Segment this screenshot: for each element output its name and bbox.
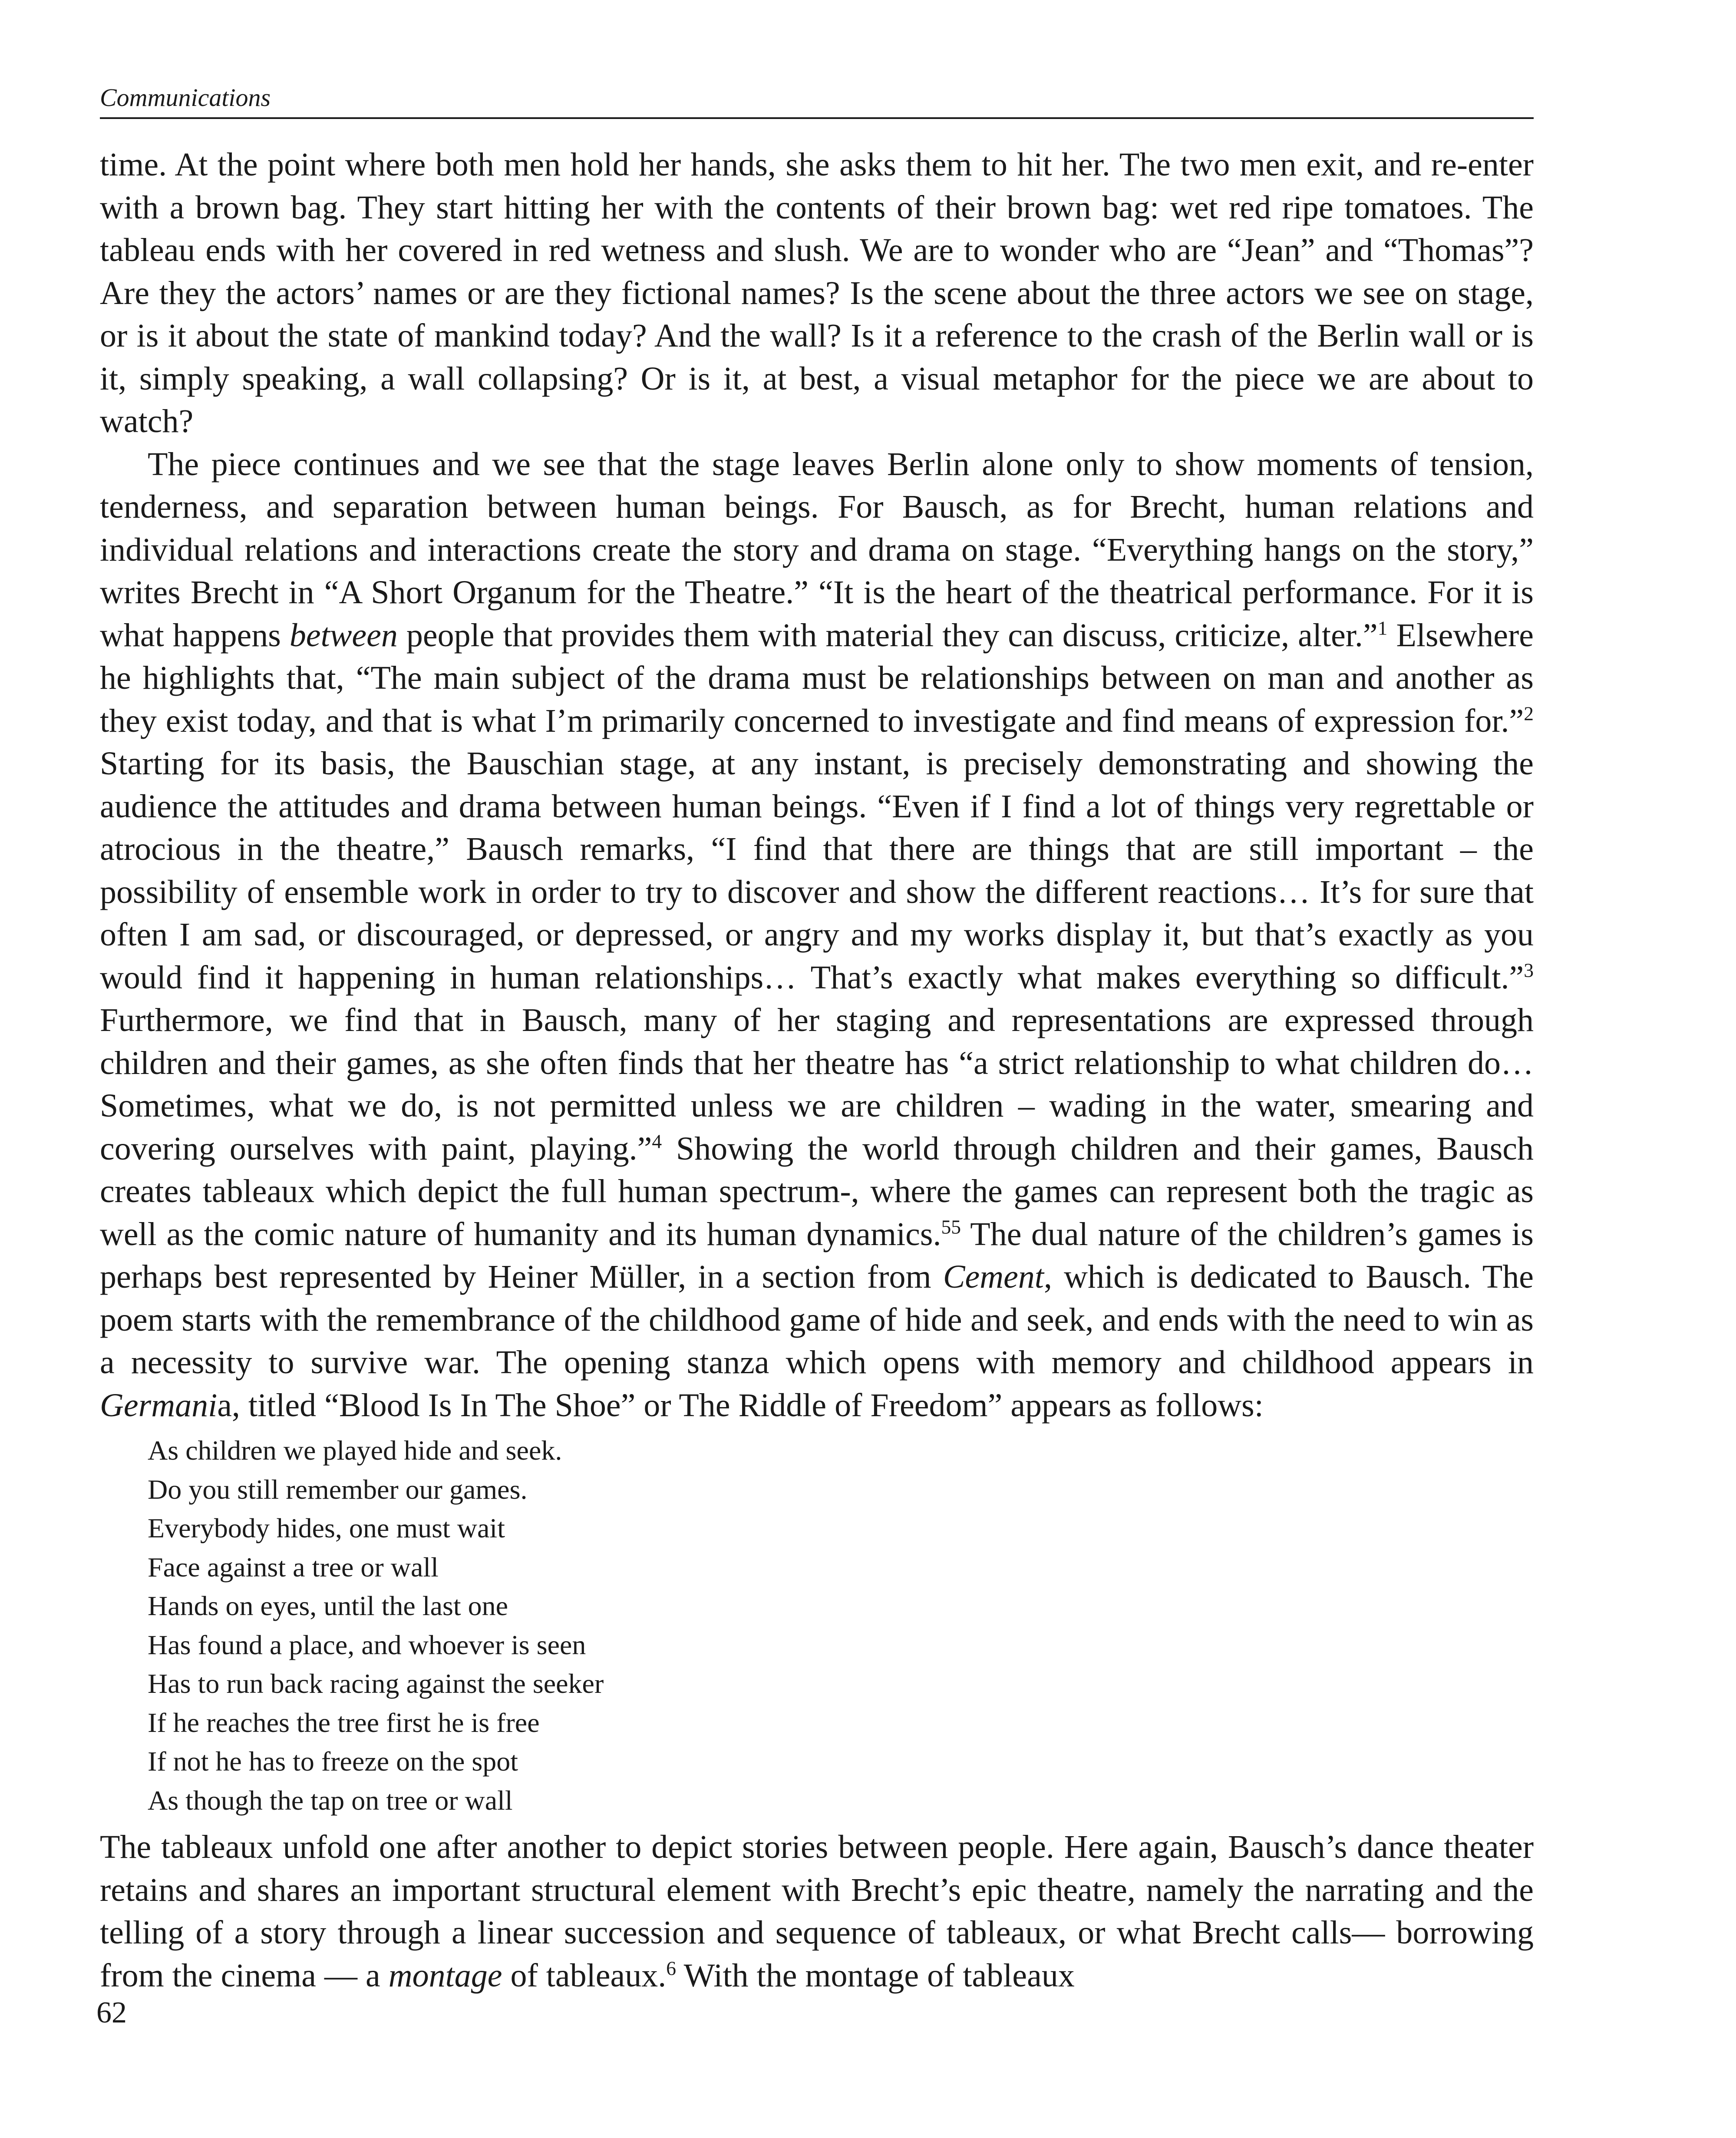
text-run: The piece continues and we see that the stage leaves Berlin alone only to show moments of tension, tenderness, and separation between human beings. For Bausch, as for Brecht, human relations and individual relations and interactions create the story and drama on stage. “Everything hangs on the story,” writes Brecht in “A Short Organum for the Theatre.” “It is the heart of the theatrical performance. For it is what happens [100, 446, 1534, 654]
text-run: , which is dedicated to Bausch. The poem starts with the remembrance of the childhood game of hide and seek, and ends with the need to win as a necessity to survive war. The opening stanza which opens with memory and childhood appears in [100, 1259, 1534, 1381]
footnote-ref: 3 [1524, 959, 1534, 981]
italic-text: between [289, 617, 398, 654]
text-run: With the montage of tableaux [676, 1957, 1075, 1994]
paragraph-tableaux [100, 1826, 1534, 1997]
poem-stanza [148, 1431, 1534, 1820]
verse-line: If not he has to freeze on the spot [148, 1746, 518, 1777]
text-run: The tableaux unfold one after another to depict stories between people. Here again, Bausch’s dance theater retains and shares an important structural element with Brecht’s epic theatre, namely the narrating and the telling of a story through a linear succession and sequence of tableaux, or what Brecht calls— borrowing from the cinema — a [100, 1829, 1534, 1994]
verse-line: Everybody hides, one must wait [148, 1513, 505, 1543]
footnote-ref: 1 [1377, 617, 1388, 639]
text-run: Showing the world through children and their games, Bausch creates tableaux which depict the full human spectrum-, where the games can represent both the tragic as well as the comic nature of humanity and its human dynamics. [100, 1130, 1534, 1252]
text-run: people that provides them with material they can discuss, criticize, alter.” [397, 617, 1378, 654]
italic-text: Germani [100, 1387, 218, 1424]
text-run: a, titled “Blood Is In The Shoe” or The Riddle of Freedom” appears as follows: [217, 1387, 1264, 1424]
italic-text: montage [388, 1957, 502, 1994]
text-run: The dual nature of the children’s games is perhaps best represented by Heiner Müller, in a section from [100, 1216, 1534, 1295]
text-run: time. At the point where both men hold her hands, she asks them to hit her. The two men exit, and re-enter with a brown bag. They start hitting her with the contents of their brown bag: wet red ripe tomatoes. The tableau ends with her covered in red wetness and slush. We are to wonder who are “Jean” and “Thomas”? Are they the actors’ names or are they fictional names? Is the scene about the three actors we see on stage, or is it about the state of mankind today? And the wall? Is it a reference to the crash of the Berlin wall or is it, simply speaking, a wall collapsing? Or is it, at best, a visual metaphor for the piece we are about to watch? [100, 146, 1534, 439]
header-rule [100, 117, 1534, 119]
running-head: Communications [100, 83, 271, 112]
footnote-ref: 2 [1524, 702, 1534, 725]
italic-text: Cement [943, 1259, 1044, 1295]
footnote-ref: 6 [666, 1957, 677, 1979]
text-run: Furthermore, we find that in Bausch, many of her staging and representations are expressed through children and their games, as she often finds that her theatre has “a strict relationship to what children do… Sometimes, what we do, is not permitted unless we are children – wading in the water, smearing and covering ourselves with paint, playing.” [100, 1002, 1534, 1167]
verse-line: As though the tap on tree or wall [148, 1784, 513, 1816]
page-number: 62 [96, 1996, 127, 2029]
verse-line: If he reaches the tree first he is free [148, 1707, 540, 1738]
text-run: Elsewhere he highlights that, “The main subject of the drama must be relationships between on man and another as they exist today, and that is what I’m primarily concerned to investigate and find means of expression for.” [100, 617, 1534, 739]
verse-line: Hands on eyes, until the last one [148, 1590, 508, 1621]
text-run: Starting for its basis, the Bauschian stage, at any instant, is precisely demonstrating and showing the audience the attitudes and drama between human beings. “Even if I find a lot of things very regrettable or atrocious in the theatre,” Bausch remarks, “I find that there are things that are still important – the possibility of ensemble work in order to try to discover and show the different reactions… It’s for sure that often I am sad, or discouraged, or depressed, or angry and my works display it, but that’s exactly as you would find it happening in human relationships… That’s exactly what makes everything so difficult.” [100, 745, 1534, 996]
verse-line: Has to run back racing against the seeker [148, 1668, 604, 1699]
footnote-ref: 4 [652, 1130, 662, 1153]
body-text [100, 143, 1534, 1997]
verse-line: Do you still remember our games. [148, 1474, 528, 1505]
verse-line: As children we played hide and seek. [148, 1435, 562, 1466]
paragraph-bausch-brecht [100, 443, 1534, 1427]
text-run: of tableaux. [502, 1957, 667, 1994]
verse-line: Face against a tree or wall [148, 1551, 439, 1583]
paragraph-continuation [100, 143, 1534, 443]
footnote-ref: 55 [941, 1216, 961, 1238]
verse-line: Has found a place, and whoever is seen [148, 1629, 586, 1660]
